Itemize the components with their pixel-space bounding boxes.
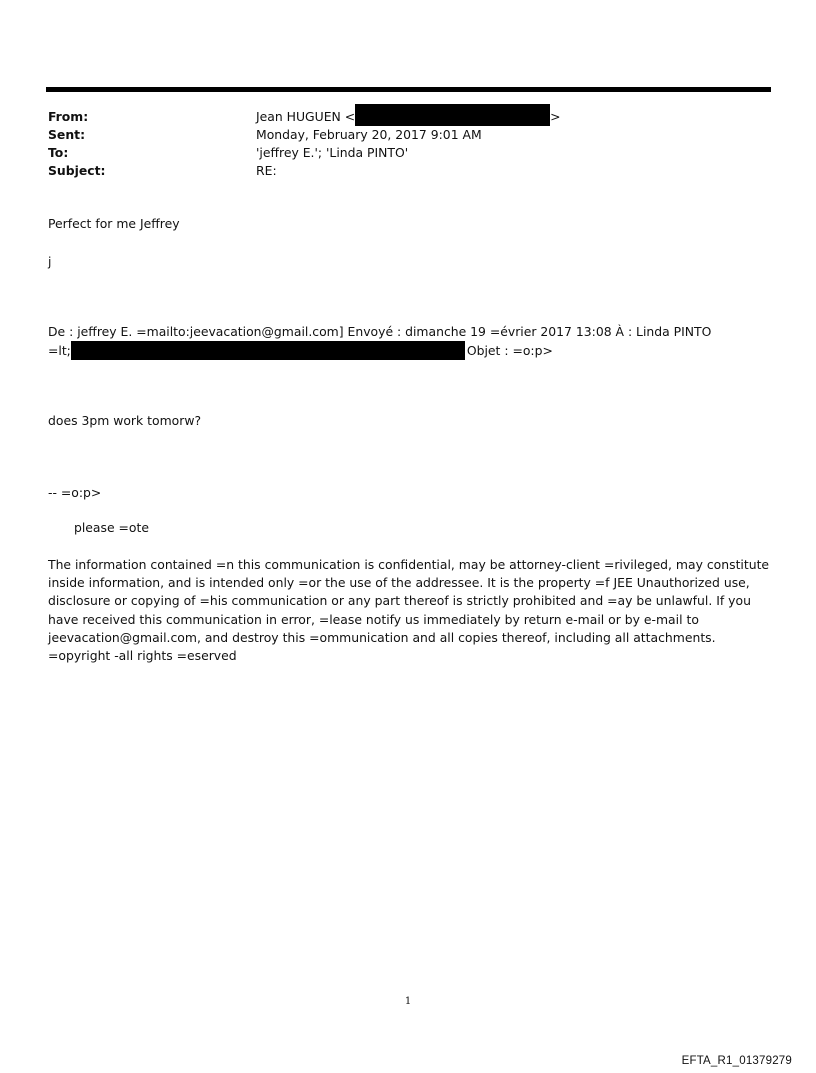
top-divider (46, 87, 771, 92)
forwarded-lt: =lt; (48, 343, 71, 358)
header-sent-row (48, 126, 768, 144)
from-label: From: (48, 109, 89, 124)
reply-initial: j (48, 254, 52, 269)
page-number: 1 (404, 996, 412, 1007)
redaction-block (71, 341, 465, 360)
reply-line: Perfect for me Jeffrey (48, 216, 180, 231)
from-close-bracket: > (550, 109, 561, 124)
subject-value: RE: (256, 163, 277, 178)
header-from-row (48, 108, 768, 126)
forwarded-header-line-2 (48, 342, 553, 360)
to-value: 'jeffrey E.'; 'Linda PINTO' (256, 145, 409, 160)
subject-label: Subject: (48, 163, 106, 178)
sent-label: Sent: (48, 127, 86, 142)
redaction-block (355, 104, 550, 126)
to-label: To: (48, 145, 69, 160)
signature-separator: -- =o:p> (48, 485, 102, 500)
header-to-row (48, 144, 768, 162)
forwarded-message: does 3pm work tomorw? (48, 413, 202, 428)
forwarded-objet: Objet : =o:p> (466, 343, 553, 358)
document-id: EFTA_R1_01379279 (681, 1055, 792, 1067)
sent-value: Monday, February 20, 2017 9:01 AM (256, 127, 482, 142)
header-subject-row (48, 162, 768, 180)
email-header (48, 108, 768, 180)
signature-note: please =ote (74, 520, 149, 535)
confidentiality-disclaimer: The information contained =n this communication is confidential, may be attorney-client =rivileged, may constitute inside information, and is intended only =or the use of the addressee. It is the property =f JEE Unauthorized use, disclosure or copying of =his communication or any part thereof is strictly prohibited and =ay be unlawful. If you have received this communication in error, =lease notify us immediately by return e-mail or by e-mail to jeevacation@gmail.com, and destroy this =ommunication and all copies thereof, including all attachments. =opyright -all rights =eserved (48, 557, 770, 664)
from-name: Jean HUGUEN < (256, 109, 356, 124)
forwarded-header-line-1: De : jeffrey E. =mailto:jeevacation@gmail.com] Envoyé : dimanche 19 =évrier 2017 13:08 À : Linda PINTO (48, 324, 712, 339)
from-value (256, 108, 768, 126)
